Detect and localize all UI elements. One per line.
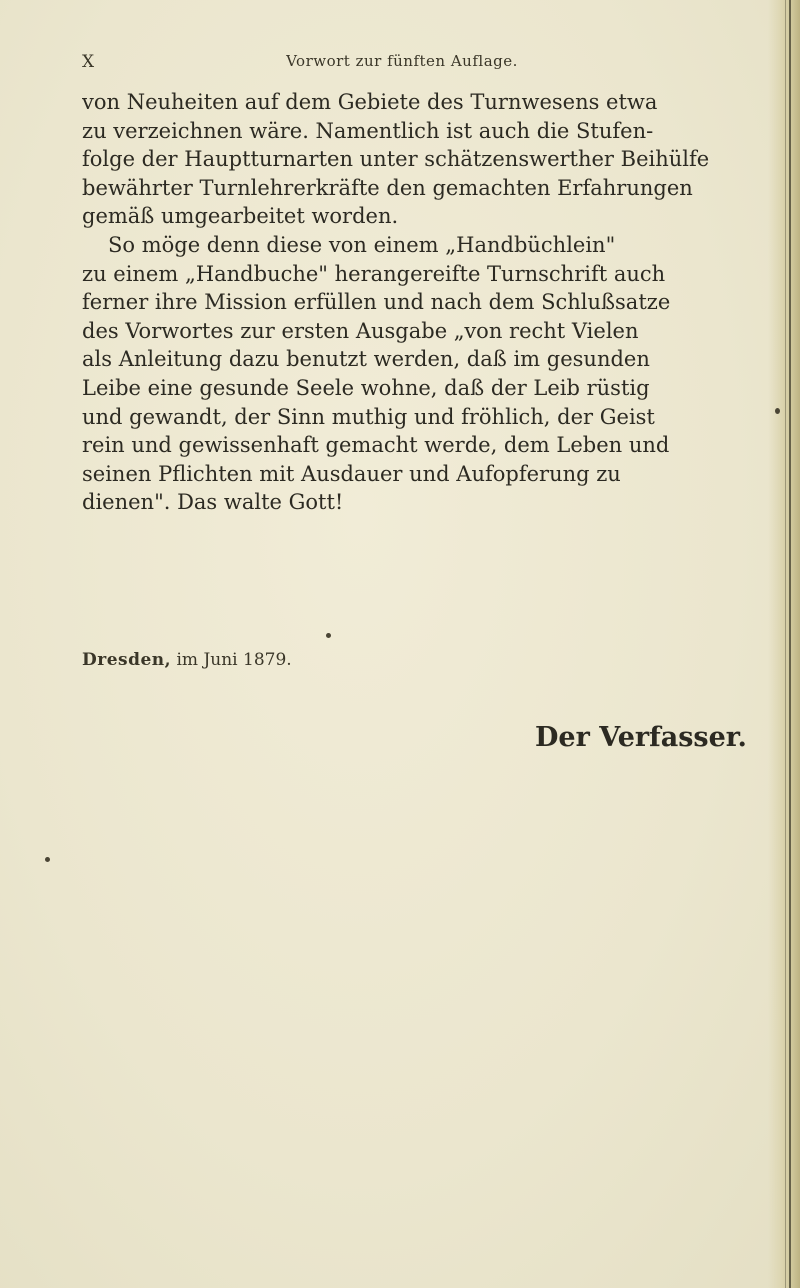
place-date (82, 650, 292, 670)
text-line: des Vorwortes zur ersten Ausgabe „von recht Vielen (82, 318, 639, 343)
text-line: seinen Pflichten mit Ausdauer und Aufopferung zu (82, 461, 621, 486)
page-edge-line-thin (785, 0, 786, 1288)
text-line: gemäß umgearbeitet worden. (82, 204, 399, 229)
text-line: zu verzeichnen wäre. Namentlich ist auch die Stufen- (82, 118, 654, 143)
text-line: So möge denn diese von einem „Handbüchlein" (108, 232, 616, 257)
date: im Juni 1879. (176, 650, 292, 670)
text-line: von Neuheiten auf dem Gebiete des Turnwesens etwa (82, 90, 658, 114)
text-line: ferner ihre Mission erfüllen und nach dem Schlußsatze (82, 290, 671, 315)
text-line: folge der Hauptturnarten unter schätzenswerther Beihülfe (82, 147, 710, 172)
text-line: rein und gewissenhaft gemacht werde, dem Leben und (82, 433, 670, 458)
text-line: zu einem „Handbuche" herangereifte Turnschrift auch (82, 261, 666, 286)
ink-speck (326, 633, 331, 638)
running-head-title: Vorwort zur fünften Auflage. (286, 52, 518, 70)
body-text (82, 88, 732, 517)
running-head (82, 48, 722, 78)
text-line: dienen". Das walte Gott! (82, 490, 344, 515)
text-line: und gewandt, der Sinn muthig und fröhlich, der Geist (82, 404, 655, 429)
text-line: Leibe eine gesunde Seele wohne, daß der Leib rüstig (82, 375, 650, 400)
ink-speck (775, 408, 780, 414)
text-line: bewährter Turnlehrerkräfte den gemachten Erfahrungen (82, 175, 693, 200)
page-edge-line (789, 0, 791, 1288)
signature: Der Verfasser. (535, 722, 747, 753)
ink-speck (45, 857, 50, 862)
text-line: als Anleitung dazu benutzt werden, daß im gesunden (82, 347, 650, 372)
page-number: X (82, 52, 96, 72)
place: Dresden, (82, 650, 172, 670)
page-edge-shadow (768, 0, 800, 1288)
